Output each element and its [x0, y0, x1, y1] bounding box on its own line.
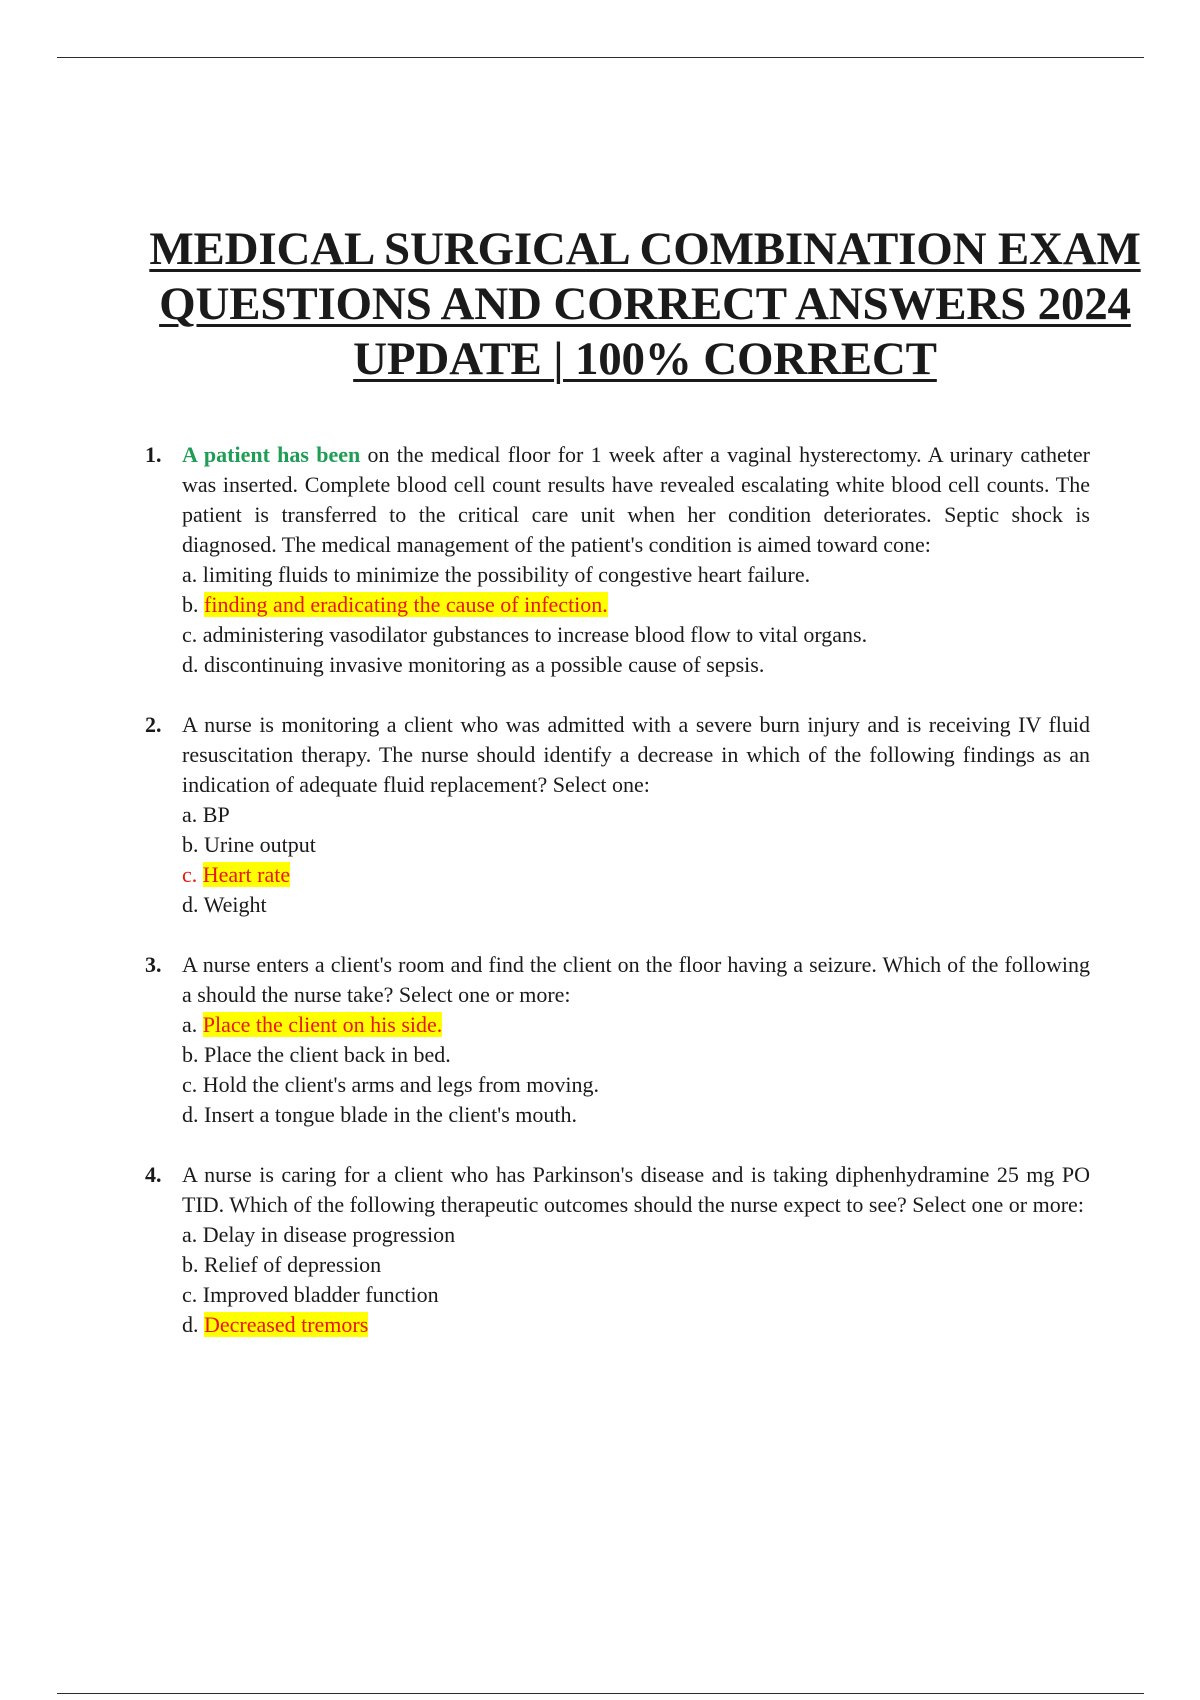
option-text: Insert a tongue blade in the client's mouth. — [204, 1102, 577, 1127]
option-text: Hold the client's arms and legs from moving. — [202, 1072, 599, 1097]
option-letter: b. — [182, 1042, 199, 1067]
option-letter: d. — [182, 1102, 199, 1127]
option-b — [182, 1250, 1090, 1280]
option-text: Weight — [203, 892, 267, 917]
option-a — [182, 560, 1090, 590]
option-c — [182, 1280, 1090, 1310]
question-1 — [145, 440, 1090, 680]
option-c — [182, 860, 1090, 890]
option-a — [182, 1010, 1090, 1040]
option-text: Delay in disease progression — [202, 1222, 456, 1247]
correct-answer-highlight: finding and eradicating the cause of infection. — [204, 592, 608, 617]
question-lead: A patient has been — [182, 442, 361, 467]
question-number: 4. — [145, 1162, 162, 1187]
question-spacer — [145, 680, 1090, 710]
document-title — [100, 222, 1190, 387]
option-letter: b. — [182, 832, 199, 857]
option-b — [182, 830, 1090, 860]
question-4 — [145, 1160, 1090, 1340]
option-d — [182, 890, 1090, 920]
option-letter: c. — [182, 1282, 198, 1307]
option-text: limiting fluids to minimize the possibility of congestive heart failure. — [202, 562, 811, 587]
option-letter: b. — [182, 1252, 199, 1277]
option-letter: d. — [182, 892, 199, 917]
question-stem: A nurse enters a client's room and find the client on the floor having a seizure. Which of the following a should the nurse take? Select one or more: — [182, 952, 1090, 1007]
question-number: 2. — [145, 712, 162, 737]
question-stem: A nurse is caring for a client who has Parkinson's disease and is taking diphenhydramine 25 mg PO TID. Which of the following therapeutic outcomes should the nurse expect to see? Select one or more: — [182, 1162, 1090, 1217]
option-text: Improved bladder function — [202, 1282, 439, 1307]
header-rule — [57, 57, 1144, 58]
option-letter: a. — [182, 562, 198, 587]
option-d — [182, 650, 1090, 680]
option-letter: c. — [182, 862, 198, 887]
option-c — [182, 1070, 1090, 1100]
question-3 — [145, 950, 1090, 1130]
title-line-1: MEDICAL SURGICAL COMBINATION EXAM — [149, 223, 1141, 275]
option-letter: a. — [182, 1012, 198, 1037]
option-text: BP — [202, 802, 230, 827]
title-line-2: QUESTIONS AND CORRECT ANSWERS 2024 — [159, 278, 1131, 330]
option-b — [182, 1040, 1090, 1070]
correct-answer-highlight: Heart rate — [202, 862, 291, 887]
footer-rule — [57, 1693, 1144, 1694]
option-c — [182, 620, 1090, 650]
title-line-3: UPDATE | 100% CORRECT — [353, 333, 937, 385]
option-letter: c. — [182, 622, 198, 647]
question-list — [145, 440, 1090, 1340]
option-text: Place the client back in bed. — [204, 1042, 451, 1067]
question-spacer — [145, 1130, 1090, 1160]
question-spacer — [145, 920, 1090, 950]
option-a — [182, 1220, 1090, 1250]
option-letter: d. — [182, 1312, 199, 1337]
option-d — [182, 1310, 1090, 1340]
option-letter: a. — [182, 802, 198, 827]
correct-answer-highlight: Place the client on his side. — [202, 1012, 443, 1037]
question-number: 1. — [145, 442, 162, 467]
option-text: Relief of depression — [204, 1252, 382, 1277]
correct-answer-highlight: Decreased tremors — [204, 1312, 369, 1337]
option-letter: a. — [182, 1222, 198, 1247]
option-text: Urine output — [204, 832, 316, 857]
option-letter: d. — [182, 652, 199, 677]
question-number: 3. — [145, 952, 162, 977]
option-a — [182, 800, 1090, 830]
option-text: administering vasodilator gubstances to increase blood flow to vital organs. — [202, 622, 868, 647]
option-b — [182, 590, 1090, 620]
option-letter: c. — [182, 1072, 198, 1097]
question-2 — [145, 710, 1090, 920]
option-text: discontinuing invasive monitoring as a possible cause of sepsis. — [204, 652, 765, 677]
question-stem-text: on the medical floor for 1 week after a vaginal hysterectomy. A urinary catheter was inserted. Complete blood cell count results have revealed escalating white blood cell counts. The patient is transferred to the critical care unit when her condition deteriorates. Septic shock is diagnosed. The medical management of the patient's condition is aimed toward cone: — [182, 442, 1090, 557]
question-stem — [182, 440, 1090, 560]
question-stem: A nurse is monitoring a client who was admitted with a severe burn injury and is receiving IV fluid resuscitation therapy. The nurse should identify a decrease in which of the following findings as an indication of adequate fluid replacement? Select one: — [182, 712, 1090, 797]
option-letter: b. — [182, 592, 199, 617]
option-d — [182, 1100, 1090, 1130]
